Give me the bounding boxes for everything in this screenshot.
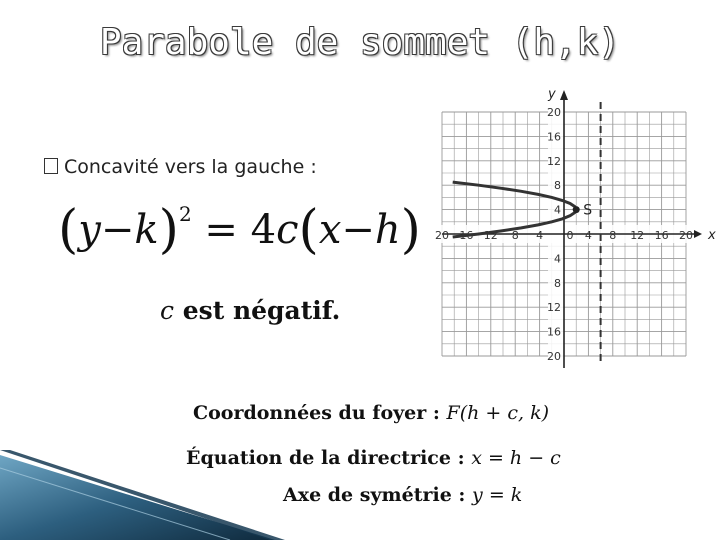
- x-axis-arrow-icon: [694, 230, 702, 238]
- y-tick-label: 8: [554, 276, 561, 290]
- paren-close-2: ): [400, 200, 421, 260]
- x-tick-label: 4: [584, 229, 592, 242]
- vertex-label: S: [583, 202, 593, 219]
- x-tick-label: 8: [609, 229, 617, 242]
- x-tick-label: 0: [566, 229, 574, 242]
- y-tick-label: 20: [547, 106, 561, 119]
- eq-rhs-minus: −: [341, 207, 375, 253]
- eq-lhs-minus: −: [100, 207, 135, 253]
- vertex-point: [573, 206, 580, 213]
- directrix-label: Équation de la directrice :: [186, 447, 465, 469]
- y-tick-label: 16: [547, 130, 561, 144]
- axis-expr: y = k: [472, 484, 523, 506]
- focus-expr: F(h + c, k): [446, 402, 549, 424]
- eq-rhs-h: h: [374, 207, 401, 253]
- x-tick-label: 8: [511, 229, 519, 242]
- note-var: c: [160, 296, 175, 325]
- bullet-checkbox-icon: [44, 158, 58, 174]
- y-tick-label: 12: [547, 154, 561, 168]
- axis-label: Axe de symétrie :: [283, 484, 466, 506]
- parabola-equation: [58, 200, 421, 260]
- x-tick-label: 12: [483, 229, 498, 242]
- eq-equals: =: [204, 207, 238, 253]
- y-tick-label: 20: [547, 350, 561, 363]
- y-tick-label: 4: [554, 252, 561, 266]
- eq-coef: 4: [250, 207, 277, 253]
- corner-decoration: [0, 450, 300, 540]
- eq-rhs-var: x: [318, 207, 342, 253]
- eq-exponent: 2: [178, 202, 192, 226]
- x-tick-label: 20: [435, 229, 449, 242]
- x-tick-label: 20: [679, 229, 693, 242]
- y-axis-label: y: [548, 87, 556, 102]
- axis-formula: [283, 484, 522, 506]
- y-tick-label: 4: [554, 203, 561, 217]
- note-text: est négatif.: [182, 296, 341, 325]
- c-negative-note: [160, 296, 340, 325]
- eq-c: c: [276, 207, 299, 253]
- y-tick-label: 8: [554, 179, 561, 193]
- bullet-concavity: [44, 156, 317, 178]
- paren-close-1: ): [158, 200, 179, 260]
- x-tick-label: 12: [630, 229, 645, 242]
- y-tick-label: 12: [547, 301, 561, 315]
- y-axis-arrow-icon: [560, 90, 568, 100]
- x-tick-label: 16: [654, 229, 669, 242]
- focus-label: Coordonnées du foyer :: [193, 402, 440, 424]
- parabola-graph: [420, 82, 716, 377]
- eq-lhs-k: k: [134, 207, 159, 253]
- paren-open-2: (: [298, 200, 319, 260]
- x-tick-label: 4: [536, 229, 544, 242]
- directrix-expr: x = h − c: [471, 447, 561, 469]
- eq-lhs-var: y: [78, 207, 101, 253]
- paren-open-1: (: [58, 200, 79, 260]
- slide-title: Parabole de sommet (h,k): [99, 22, 621, 63]
- focus-formula: [193, 402, 549, 424]
- bullet-text: Concavité vers la gauche :: [64, 156, 317, 178]
- x-axis-label: x: [708, 228, 716, 243]
- y-tick-label: 16: [547, 325, 561, 339]
- x-tick-label: 16: [459, 229, 474, 242]
